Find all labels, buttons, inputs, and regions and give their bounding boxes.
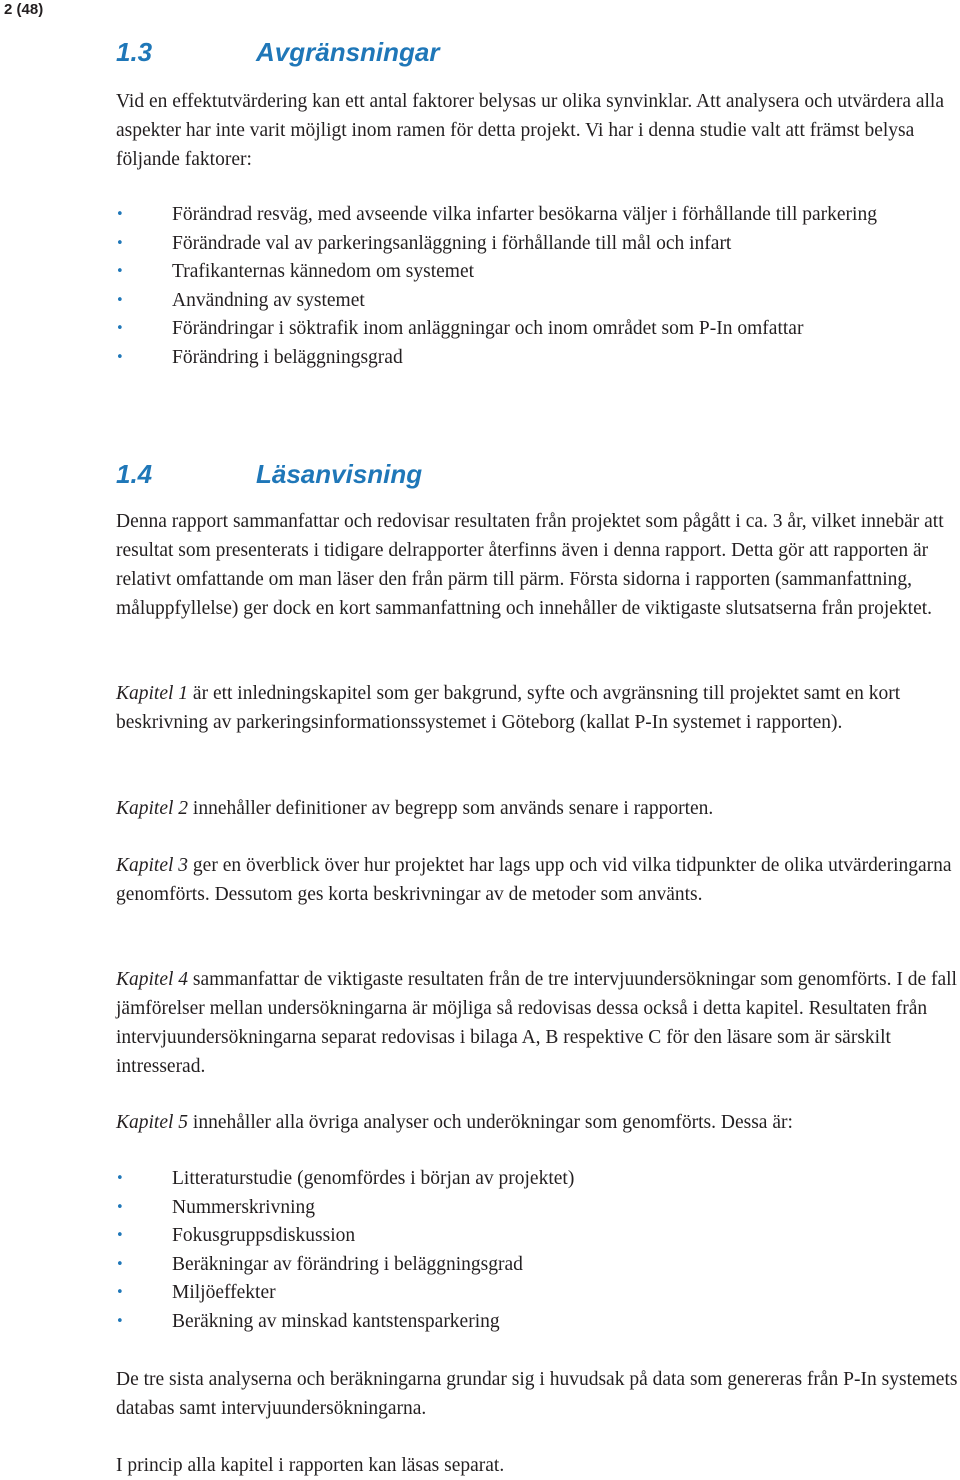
list-item: • Användning av systemet xyxy=(116,287,958,316)
chapter-3-paragraph: Kapitel 3 ger en överblick över hur projektet har lags upp och vid vilka tidpunkter de olika utvärderingarna genomförts. Dessutom ges korta beskrivningar av de metoder som använts. xyxy=(116,855,952,905)
bullet-icon: • xyxy=(116,207,124,222)
section-heading-1-4 xyxy=(116,458,422,490)
chapter-label: Kapitel 2 xyxy=(116,798,189,819)
chapter-5-paragraph: Kapitel 5 innehåller alla övriga analyser och underökningar som genomförts. Dessa är: xyxy=(116,1112,793,1133)
closing-paragraph-2: I princip alla kapitel i rapporten kan läsas separat. xyxy=(116,1455,505,1476)
list-item: • Fokusgruppsdiskussion xyxy=(116,1222,958,1251)
section-heading-1-3 xyxy=(116,36,440,68)
list-item: • Förändringar i söktrafik inom anläggningar och inom området som P-In omfattar xyxy=(116,315,958,344)
bullet-icon: • xyxy=(116,235,124,251)
list-item: • Litteraturstudie (genomfördes i början av projektet) xyxy=(116,1165,958,1194)
bullet-icon: • xyxy=(116,292,124,308)
chapter-4-paragraph: Kapitel 4 sammanfattar de viktigaste resultaten från de tre intervjuundersökningar som genomförts. I de fall jämförelser mellan undersökningarna är möjliga så redovisas dessa också i detta kapitel. Resultaten från intervjuundersökningarna separat redovisas i bilaga A, B respektive C för den läsare som är särskilt intresserad. xyxy=(116,969,957,1077)
list-item: • Trafikanternas kännedom om systemet xyxy=(116,258,958,287)
bullet-icon: • xyxy=(116,1285,124,1301)
chapter-label: Kapitel 3 xyxy=(116,855,189,876)
chapter-2-paragraph: Kapitel 2 innehåller definitioner av begrepp som används senare i rapporten. xyxy=(116,798,714,819)
bullet-icon: • xyxy=(116,1199,124,1215)
bullet-icon: • xyxy=(116,1256,124,1272)
list-item: • Förändrad resväg, med avseende vilka infarter besökarna väljer i förhållande till parkering xyxy=(116,201,958,230)
chapter-label: Kapitel 4 xyxy=(116,969,189,990)
section-number: 1.4 xyxy=(116,459,153,489)
section-1-4-intro: Denna rapport sammanfattar och redovisar resultaten från projektet som pågått i ca. 3 år, vilket innebär att resultat som presenterats i tidigare delrapporter återfinns även i denna rapport. Detta gör att rapporten är relativt omfattande om man läser den från pärm till pärm. Första sidorna i rapporten (sammanfattning, måluppfyllelse) ger dock en kort sammanfattning och innehåller de viktigaste slutsatserna från projektet. xyxy=(116,511,944,619)
bullet-icon: • xyxy=(116,321,124,337)
chapter-label: Kapitel 1 xyxy=(116,683,189,704)
section-1-3-intro: Vid en effektutvärdering kan ett antal faktorer belysas ur olika synvinklar. Att analysera och utvärdera alla aspekter har inte varit möjligt inom ramen för detta projekt. Vi har i denna studie valt att främst belysa följande faktorer: xyxy=(116,91,944,170)
closing-paragraph-1: De tre sista analyserna och beräkningarna grundar sig i huvudsak på data som genereras från P-In systemets databas samt intervjuundersökningarna. xyxy=(116,1369,958,1419)
section-title: Läsanvisning xyxy=(256,459,423,489)
bullet-icon: • xyxy=(116,1228,124,1244)
section-title: Avgränsningar xyxy=(256,37,440,67)
list-item: • Beräkningar av förändring i beläggningsgrad xyxy=(116,1251,958,1280)
bullet-icon: • xyxy=(116,1171,124,1186)
chapter-label: Kapitel 5 xyxy=(116,1112,189,1133)
page-number: 2 (48) xyxy=(4,1,44,18)
bullet-icon: • xyxy=(116,1313,124,1329)
bullet-icon: • xyxy=(116,264,124,280)
list-item: • Nummerskrivning xyxy=(116,1194,958,1223)
analysis-list xyxy=(116,1165,958,1337)
factor-list xyxy=(116,201,958,373)
section-number: 1.3 xyxy=(116,37,153,67)
bullet-icon: • xyxy=(116,349,124,365)
list-item: • Förändring i beläggningsgrad xyxy=(116,344,958,373)
list-item: • Beräkning av minskad kantstensparkering xyxy=(116,1308,958,1337)
list-item: • Miljöeffekter xyxy=(116,1279,958,1308)
list-item: • Förändrade val av parkeringsanläggning i förhållande till mål och infart xyxy=(116,230,958,259)
chapter-1-paragraph: Kapitel 1 är ett inledningskapitel som ger bakgrund, syfte och avgränsning till projektet samt en kort beskrivning av parkeringsinformationssystemet i Göteborg (kallat P-In systemet i rapporten). xyxy=(116,683,901,733)
